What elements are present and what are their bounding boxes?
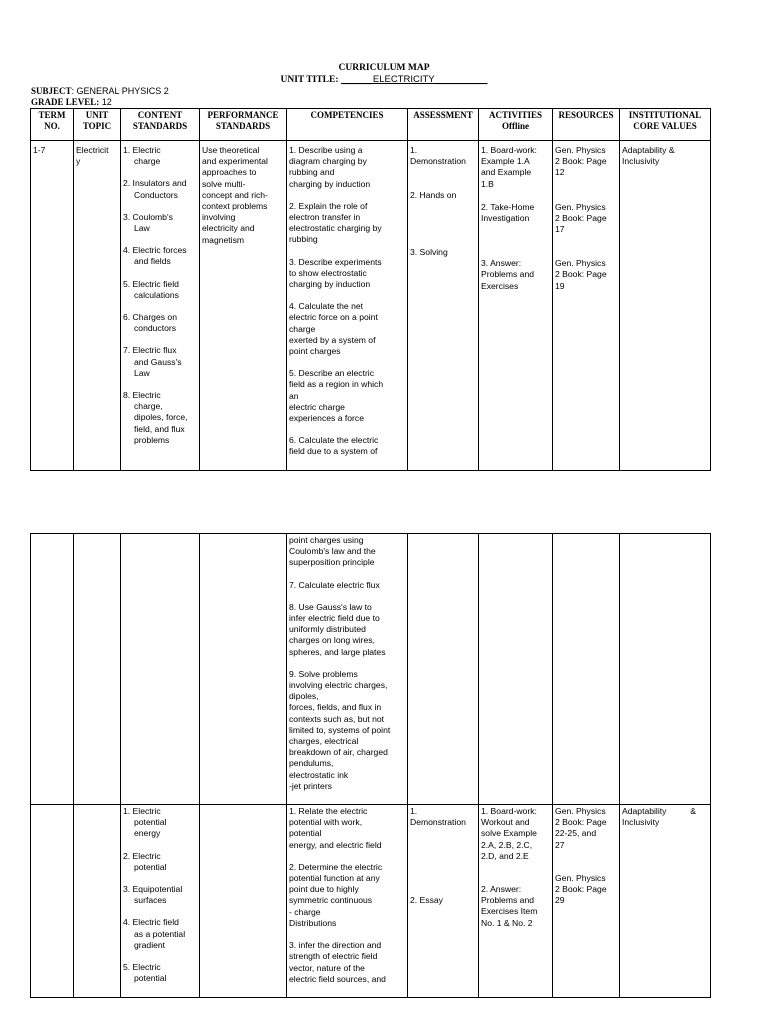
text-line: Distributions [289,917,337,928]
text-line: Inclusivity [622,817,660,828]
performance-standards-cell [200,805,287,998]
text-line: 2 Book: Page [555,269,607,280]
text-line: 1. Electric [123,806,161,817]
assessment-cell [408,534,479,805]
assessment-item [410,806,476,828]
term-cell [31,534,74,805]
activities-cell [479,534,553,805]
text-line: Adaptability & [622,145,675,155]
list-item [289,602,405,658]
text-line: breakdown of air, charged [289,747,388,758]
text-line: TERM [38,110,66,120]
text-line: - charge [289,906,321,917]
assessment-cell [408,805,479,998]
core-values-cell [620,141,711,471]
text-line: to show electrostatic [289,267,367,278]
resources-cell [553,534,620,805]
text-line: involving [202,212,236,223]
list-item [289,580,405,591]
text-line: charging by induction [289,178,371,189]
text-line: 2. Hands on [410,190,457,201]
text-line: charging by induction [289,279,371,290]
text-line: Law [134,367,150,378]
text-line: Adaptability & [622,806,697,817]
grade-label: GRADE LEVEL: [31,97,100,107]
text-line: Demonstration [410,156,466,167]
text-line: point charges [289,346,341,357]
text-line: involving electric charges, [289,680,388,691]
resource-item [555,202,617,236]
assessment-item [410,145,476,167]
text-line: solve multi- [202,178,246,189]
competencies-cell [287,534,408,805]
term-cell [31,805,74,998]
text-line: 1. Board-work: [481,806,537,817]
content-standards-cell [121,805,200,998]
activities-cell [479,141,553,471]
list-item [123,884,197,906]
activity-item [481,884,550,929]
text-line: 7. Calculate electric flux [289,579,380,590]
text-line: 3. Solving [410,246,448,257]
text-line: y [76,156,81,167]
text-line: 1. [410,145,418,155]
text-line: No. 1 & No. 2 [481,917,533,928]
text-line: context problems [202,201,268,212]
subject-line [31,86,169,96]
text-line: 2 Book: Page [555,212,607,223]
text-line: charge [289,323,316,334]
text-line: energy, and electric field [289,839,382,850]
table-row [31,805,711,998]
text-line: 8. Use Gauss's law to [289,601,372,612]
activities-cell [479,805,553,998]
text-line: limited to, systems of point [289,724,391,735]
core-values-cell [620,534,711,805]
text-line: 2. Answer: [481,884,522,895]
header-term [31,109,74,141]
list-item [289,862,405,929]
text-line: 6. Charges on [123,312,177,323]
text-line: calculations [134,289,179,300]
list-item [123,345,197,379]
resource-item [555,145,617,179]
text-line: potential [289,828,322,839]
text-line: point due to highly [289,884,359,895]
text-line: point charges using [289,535,364,545]
curriculum-table-page-1 [30,108,711,471]
text-line: charges, electrical [289,736,359,747]
unit-topic-cell [74,141,121,471]
text-line: Coulomb's law and the [289,546,376,557]
header-activities [479,109,553,141]
assessment-item [410,247,476,258]
text-line: field, and flux [134,423,185,434]
list-item [123,245,197,267]
text-line: CORE VALUES [633,121,697,131]
text-line: 3. Coulomb's [123,211,173,222]
text-line: an [289,390,299,401]
text-line: and Example [481,167,532,178]
text-line: and experimental [202,156,268,167]
text-line: 2.A, 2.B, 2.C, [481,839,533,850]
text-line: Offline [502,121,529,131]
text-line: NO. [44,121,60,131]
text-line: STANDARDS [132,121,188,131]
text-line: 27 [555,839,565,850]
list-item [123,962,197,984]
text-line: as a potential [134,928,186,939]
text-line: 6. Calculate the electric [289,435,379,446]
list-item [289,201,405,246]
unit-title-blank-post: __________ [434,74,488,85]
text-line: 1. Electric [123,145,161,155]
resource-item [555,258,617,292]
text-line: field as a region in which [289,379,384,390]
resource-item [555,873,617,907]
list-item [289,257,405,291]
text-line: Exercises [481,280,519,291]
table-header-row [31,109,711,141]
text-line: charge, [134,401,163,412]
table-row [31,534,711,805]
text-line: 5. Electric field [123,278,179,289]
text-line: 3. infer the direction and [289,940,382,951]
resources-cell [553,141,620,471]
text-line: contexts such as, but not [289,713,385,724]
subject-label: SUBJECT [31,86,72,96]
text-line: CONTENT [137,110,183,120]
grade-line [31,97,112,107]
unit-title-blank-pre: ______ [341,74,373,85]
text-line: spheres, and large plates [289,646,386,657]
assessment-item [410,895,476,906]
term-cell: 1-7 [31,141,74,471]
text-line: field due to a system of [289,446,378,457]
text-line: Example 1.A [481,156,530,167]
header-assessment: ASSESSMENT [408,109,479,141]
assessment-cell [408,141,479,471]
text-line: 19 [555,280,565,291]
text-line: PERFORMANCE [207,110,279,120]
text-line: 2. Take-Home [481,201,535,212]
text-line: Use theoretical [202,145,260,155]
text-line: STANDARDS [215,121,271,131]
text-line: Demonstration [410,817,466,828]
text-line: 2. Essay [410,895,443,906]
text-line: Problems and [481,895,535,906]
text-line: dipoles, force, [134,412,188,423]
text-line: Conductors [134,189,178,200]
core-values-cell [620,805,711,998]
text-line: and fields [134,256,171,267]
text-line: approaches to [202,167,257,178]
text-line: magnetism [202,234,245,245]
text-line: charges on long wires, [289,635,375,646]
list-item [123,312,197,334]
text-line: experiences a force [289,413,364,424]
text-line: surfaces [134,895,167,906]
competencies-cell [287,141,408,471]
text-line: -jet printers [289,780,332,791]
text-line: 7. Electric flux [123,345,177,356]
text-line: electrostatic charging by [289,223,382,234]
content-standards-cell [121,141,200,471]
text-line: 1.B [481,178,494,189]
list-item [123,390,197,446]
text-line: electricity and [202,223,255,234]
text-line: electrostatic ink [289,769,349,780]
text-line: 3. Describe experiments [289,256,382,267]
text-line: Law [134,223,150,234]
grade-value: 12 [99,97,112,107]
text-line: Gen. Physics [555,201,606,212]
text-line: 9. Solve problems [289,668,358,679]
list-item [123,279,197,301]
subject-value: : GENERAL PHYSICS 2 [71,86,169,96]
text-line: 4. Calculate the net [289,301,364,312]
text-line: Gen. Physics [555,258,606,269]
list-item [123,212,197,234]
list-item [289,535,405,569]
text-line: 2. Explain the role of [289,200,368,211]
list-item [289,435,405,457]
performance-standards-cell [200,534,287,805]
text-line: 22-25, and [555,828,597,839]
text-line: 12 [555,167,565,178]
text-line: potential [134,861,167,872]
assessment-item [410,190,476,201]
text-line: ACTIVITIES [488,110,543,120]
text-line: 2 Book: Page [555,156,607,167]
text-line: solve Example [481,828,537,839]
text-line: 8. Electric [123,390,161,401]
text-line: 2 Book: Page [555,884,607,895]
activity-item [481,202,550,224]
list-item [123,145,197,167]
performance-standards-cell [200,141,287,471]
resource-item [555,806,617,851]
text-line: potential [134,817,167,828]
text-line: 1. Describe using a [289,145,363,155]
header-competencies: COMPETENCIES [287,109,408,141]
resources-cell [553,805,620,998]
header-performance-standards [200,109,287,141]
list-item [123,178,197,200]
list-item [289,145,405,190]
list-item [123,917,197,951]
text-line: Electricit [76,145,109,155]
text-line: 3. Equipotential [123,884,183,895]
table-row [31,141,711,471]
text-line: 29 [555,895,565,906]
activity-item [481,806,550,862]
unit-title [0,74,768,85]
text-line: charge [134,156,161,167]
text-line: electron transfer in [289,212,361,223]
text-line: superposition principle [289,557,375,568]
document-title: CURRICULUM MAP [338,63,430,73]
text-line: 17 [555,224,565,235]
text-line: 5. Electric [123,962,161,973]
competencies-cell [287,805,408,998]
list-item [123,806,197,840]
header-content-standards [121,109,200,141]
text-line: rubbing [289,234,318,245]
list-item [289,940,405,985]
header-core-values [620,109,711,141]
text-line: infer electric field due to [289,613,380,624]
list-item [123,851,197,873]
text-line: potential with work, [289,817,363,828]
text-line: dipoles, [289,691,319,702]
text-line: electric field sources, and [289,973,386,984]
list-item [289,806,405,851]
text-line: concept and rich- [202,189,268,200]
text-line: Problems and [481,269,535,280]
text-line: 4. Electric field [123,917,179,928]
unit-title-label: UNIT TITLE: [280,75,339,85]
text-line: conductors [134,323,177,334]
text-line: Workout and [481,817,530,828]
text-line: forces, fields, and flux in [289,702,382,713]
text-line: potential function at any [289,873,380,884]
text-line: problems [134,434,170,445]
text-line: pendulums, [289,758,334,769]
text-line: 1. [410,806,418,817]
text-line: gradient [134,939,166,950]
text-line: 4. Electric forces [123,245,187,256]
text-line: electric charge [289,401,345,412]
text-line: INSTITUTIONAL [628,110,702,120]
text-line: electric force on a point [289,312,378,323]
text-line: uniformly distributed [289,624,366,635]
text-line: TOPIC [82,121,112,131]
curriculum-table-page-2 [30,533,711,998]
text-line: 2. Electric [123,850,161,861]
text-line: diagram charging by [289,156,367,167]
activity-item [481,145,550,190]
text-line: 2.D, and 2.E [481,850,529,861]
text-line: UNIT [85,110,109,120]
header-resources: RESOURCES [553,109,620,141]
text-line: potential [134,973,167,984]
content-standards-cell [121,534,200,805]
unit-title-value: ELECTRICITY [372,74,435,85]
text-line: 1. Relate the electric [289,806,368,817]
unit-topic-cell [74,534,121,805]
text-line: 2 Book: Page [555,817,607,828]
text-line: 3. Answer: [481,258,522,269]
text-line: Gen. Physics [555,145,606,155]
text-line: Inclusivity [622,156,660,167]
text-line: 5. Describe an electric [289,368,375,379]
text-line: Gen. Physics [555,872,606,883]
text-line: 1. Board-work: [481,145,537,155]
text-line: Gen. Physics [555,806,606,817]
text-line: exerted by a system of [289,334,376,345]
text-line: Exercises Item [481,906,538,917]
unit-topic-cell [74,805,121,998]
list-item [289,669,405,792]
text-line: symmetric continuous [289,895,373,906]
text-line: rubbing and [289,167,335,178]
text-line: vector, nature of the [289,962,365,973]
header-unit-topic [74,109,121,141]
text-line: 2. Determine the electric [289,861,383,872]
list-item [289,301,405,357]
text-line: Investigation [481,213,530,224]
activity-item [481,258,550,292]
text-line: and Gauss's [134,356,182,367]
list-item [289,368,405,424]
text-line: energy [134,828,161,839]
text-line: 2. Insulators and [123,178,187,189]
text-line: strength of electric field [289,951,378,962]
